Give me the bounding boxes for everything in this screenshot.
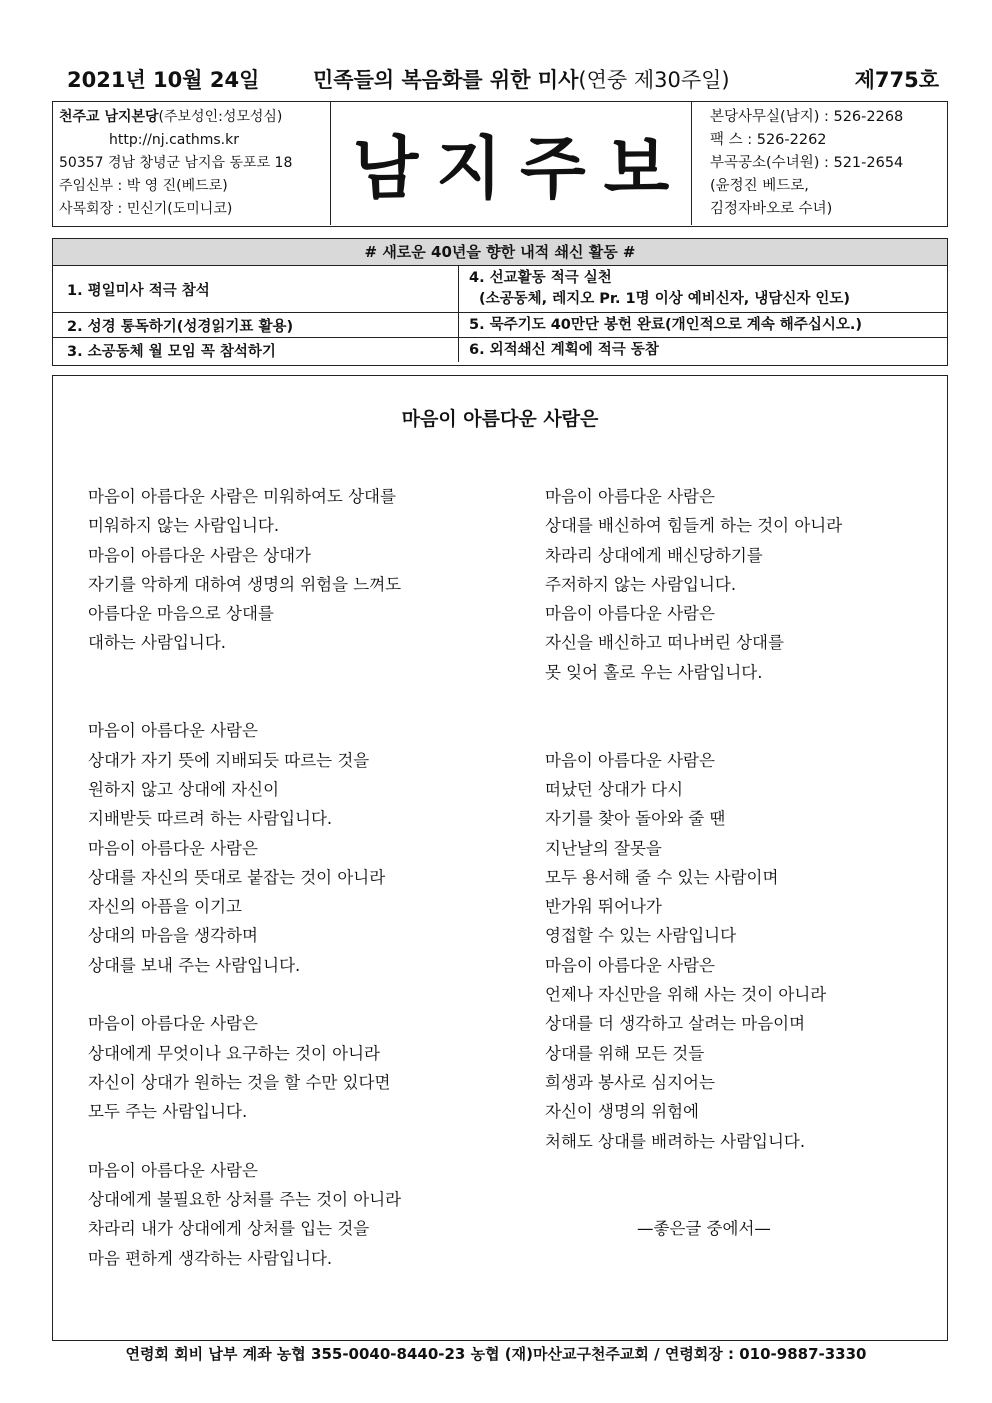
poem-line: 마음이 아름다운 사람은 <box>545 750 715 770</box>
poem-line: 상대를 더 생각하고 살려는 마음이며 <box>545 1014 806 1034</box>
poem-title: 마음이 아름다운 사람은 <box>401 408 599 430</box>
mass-title-sub: (연중 제30주일) <box>578 68 730 92</box>
poem-line: 대하는 사람입니다. <box>88 633 227 653</box>
footer-notice: 연령회 회비 납부 계좌 농협 355-0040-8440-23 농협 (재)마산교구천주교회 / 연령회장 : 010-9887-3330 <box>125 1345 867 1363</box>
activity-item: 6. 외적쇄신 계획에 적극 동참 <box>469 341 659 358</box>
stanza-gap <box>88 980 401 1009</box>
poem-line: 상대의 마음을 생각하며 <box>88 926 258 946</box>
poem-line: 자신이 생명의 위험에 <box>545 1102 699 1122</box>
poem-line: 자기를 악하게 대하여 생명의 위험을 느껴도 <box>88 574 402 594</box>
stanza-gap <box>88 687 401 716</box>
poem-line: 마음이 아름다운 사람은 <box>88 1160 258 1180</box>
stanza-gap <box>545 716 842 745</box>
poem-line: 언제나 자신만을 위해 사는 것이 아니라 <box>545 985 827 1005</box>
masthead <box>52 101 948 227</box>
parish-info <box>53 102 331 225</box>
poem-line: 지난날의 잘못을 <box>545 838 662 858</box>
poem-line: 상대에게 불필요한 상처를 주는 것이 아니라 <box>88 1190 402 1210</box>
poem-line: 자기를 찾아 돌아와 줄 땐 <box>545 809 726 829</box>
poem-line: 상대에게 무엇이나 요구하는 것이 아니라 <box>88 1043 380 1063</box>
poem-line: 모두 용서해 줄 수 있는 사람이며 <box>545 867 779 887</box>
mission-staff-1: (윤정진 베드로, <box>710 178 809 194</box>
activity-item <box>459 266 947 312</box>
poem-line: 상대가 자기 뜻에 지배되듯 따르는 것을 <box>88 750 370 770</box>
poem-line: 상대를 위해 모든 것들 <box>545 1043 705 1063</box>
poem-line: 원하지 않고 상대에 자신이 <box>88 779 280 799</box>
poem-line: 처해도 상대를 배려하는 사람입니다. <box>545 1131 806 1151</box>
poem-line: 마음이 아름다운 사람은 미워하여도 상대를 <box>88 487 396 506</box>
activity-item: 1. 평일미사 적극 참석 <box>53 266 459 312</box>
issue-date: 2021년 10월 24일 <box>67 68 260 92</box>
council-chair: 사목회장 : 민신기(도미니코) <box>59 201 233 217</box>
poem-box <box>52 375 948 1341</box>
logo-area <box>331 102 691 225</box>
poem-line: 아름다운 마음으로 상대를 <box>88 604 274 624</box>
poem-line: 떠났던 상대가 다시 <box>545 779 684 799</box>
mission-staff-2: 김정자바오로 수녀) <box>710 201 833 217</box>
poem-line: 자신이 상대가 원하는 것을 할 수만 있다면 <box>88 1072 391 1092</box>
header-line <box>55 62 945 96</box>
bulletin-logo: 남지주보 <box>352 130 688 209</box>
activity-item-title: 4. 선교활동 적극 실천 <box>469 270 612 286</box>
poem-line: 마음이 아름다운 사람은 <box>88 838 258 858</box>
poem-line: 마음이 아름다운 사람은 상대가 <box>88 545 311 565</box>
activity-row <box>53 313 947 338</box>
poem-line: 미워하지 않는 사람입니다. <box>88 516 280 536</box>
activity-item: 3. 소공동체 월 모임 꼭 참석하기 <box>53 338 459 362</box>
poem-line: 영접할 수 있는 사람입니다 <box>545 926 737 946</box>
mass-title <box>313 64 730 94</box>
poem-source: —좋은글 중에서— <box>637 1219 771 1239</box>
poem-line: 차라리 내가 상대에게 상처를 입는 것을 <box>88 1219 370 1239</box>
mass-title-main: 민족들의 복음화를 위한 미사 <box>313 68 579 92</box>
office-phone: 본당사무실(남지) : 526-2268 <box>710 109 904 125</box>
poem-line: 차라리 상대에게 배신당하기를 <box>545 545 763 565</box>
poem-line: 마음 편하게 생각하는 사람입니다. <box>88 1248 333 1268</box>
poem-line: 반가워 뛰어나가 <box>545 897 662 917</box>
poem-line: 주저하지 않는 사람입니다. <box>545 574 737 594</box>
poem-right-column <box>545 482 842 1244</box>
activity-item: 2. 성경 통독하기(성경읽기표 활용) <box>53 313 459 337</box>
poem-line: 마음이 아름다운 사람은 <box>545 487 715 506</box>
poem-line: 희생과 봉사로 심지어는 <box>545 1072 715 1092</box>
pastor-name: 주임신부 : 박 영 진(베드로) <box>59 178 228 194</box>
poem-line: 상대를 배신하여 힘들게 하는 것이 아니라 <box>545 516 843 536</box>
activity-item: 5. 묵주기도 40만단 봉헌 완료(개인적으로 계속 해주십시오.) <box>469 316 862 333</box>
stanza-gap <box>545 1156 842 1185</box>
fax-number: 팩 스 : 526-2262 <box>710 132 827 148</box>
stanza-gap <box>545 687 842 716</box>
poem-line: 상대를 자신의 뜻대로 붙잡는 것이 아니라 <box>88 867 386 887</box>
contact-info <box>691 102 947 225</box>
mission-phone: 부곡공소(수녀원) : 521-2654 <box>710 155 904 171</box>
poem-line: 지배받듯 따르려 하는 사람입니다. <box>88 809 333 829</box>
poem-line: 마음이 아름다운 사람은 <box>88 721 258 741</box>
poem-line: 상대를 보내 주는 사람입니다. <box>88 955 301 975</box>
stanza-gap <box>88 658 401 687</box>
stanza-gap <box>88 1127 401 1156</box>
poem-line: 마음이 아름다운 사람은 <box>88 1014 258 1034</box>
activity-row <box>53 338 947 362</box>
parish-url[interactable]: http://nj.cathms.kr <box>109 132 239 148</box>
parish-address: 50357 경남 창녕군 남지읍 동포로 18 <box>59 155 293 171</box>
poem-left-column <box>88 482 401 1273</box>
activity-table <box>52 238 948 366</box>
poem-line: 마음이 아름다운 사람은 <box>545 604 715 624</box>
parish-name-line <box>59 106 330 129</box>
parish-patron: (주보성인:성모성심) <box>158 109 283 125</box>
issue-number: 제775호 <box>854 68 939 92</box>
poem-line: 모두 주는 사람입니다. <box>88 1102 248 1122</box>
poem-line: 자신의 아픔을 이기고 <box>88 897 242 917</box>
parish-name: 천주교 남지본당 <box>59 109 159 125</box>
poem-line: 자신을 배신하고 떠나버린 상대를 <box>545 633 784 653</box>
poem-line: 못 잊어 홀로 우는 사람입니다. <box>545 662 763 682</box>
activity-item-detail: (소공동체, 레지오 Pr. 1명 이상 예비신자, 냉담신자 인도) <box>479 291 851 307</box>
activity-heading: # 새로운 40년을 향한 내적 쇄신 활동 # <box>53 239 947 266</box>
activity-row <box>53 266 947 313</box>
stanza-gap <box>545 1185 842 1214</box>
poem-line: 마음이 아름다운 사람은 <box>545 955 715 975</box>
